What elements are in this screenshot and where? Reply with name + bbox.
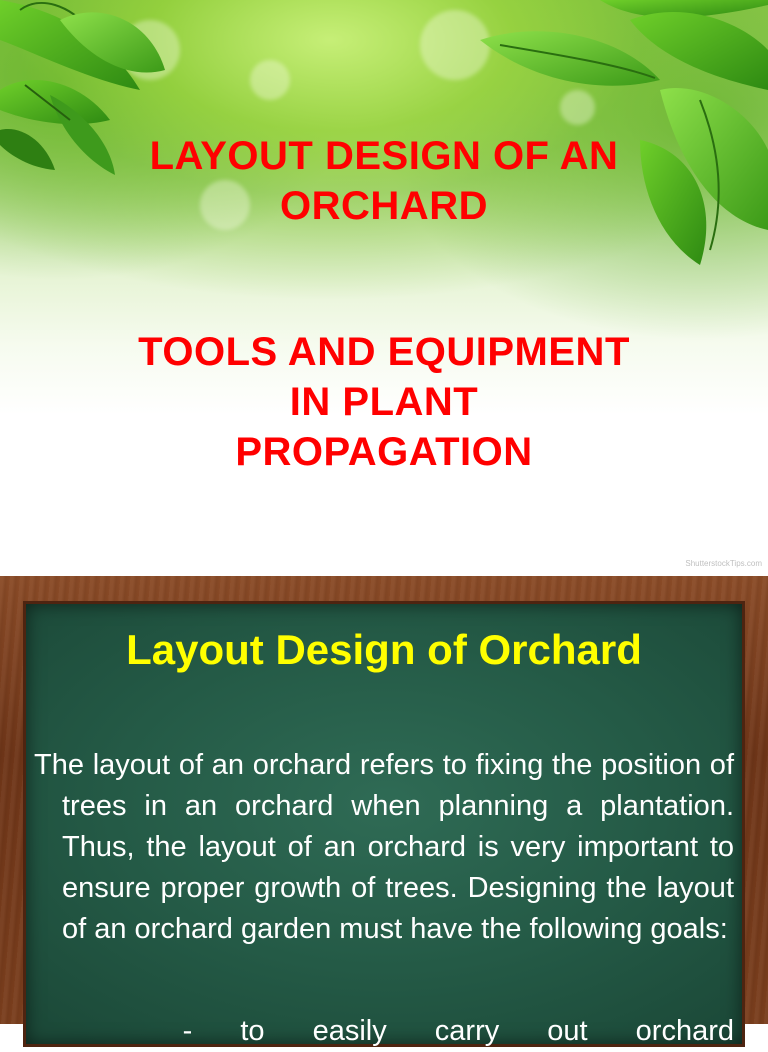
- slide-title: LAYOUT DESIGN OF AN ORCHARD: [149, 134, 619, 228]
- bullet-item: - to easily carry out orchard: [182, 1015, 734, 1047]
- leaf-icon: [480, 31, 660, 85]
- slide-heading: Layout Design of Orchard: [126, 626, 642, 673]
- content-slide: [0, 576, 768, 1047]
- chalkboard: [26, 604, 742, 1047]
- slide-subtitle: TOOLS AND EQUIPMENT IN PLANT PROPAGATION: [138, 330, 630, 474]
- image-watermark: ShutterstockTips.com: [685, 559, 762, 568]
- body-paragraph: The layout of an orchard refers to fixing the position of trees in an orchard when planning a plantation. Thus, the layout of an orchard is very important to ensure proper growth of trees. Designing the layout of an orchard garden must have the following goals:: [34, 749, 734, 945]
